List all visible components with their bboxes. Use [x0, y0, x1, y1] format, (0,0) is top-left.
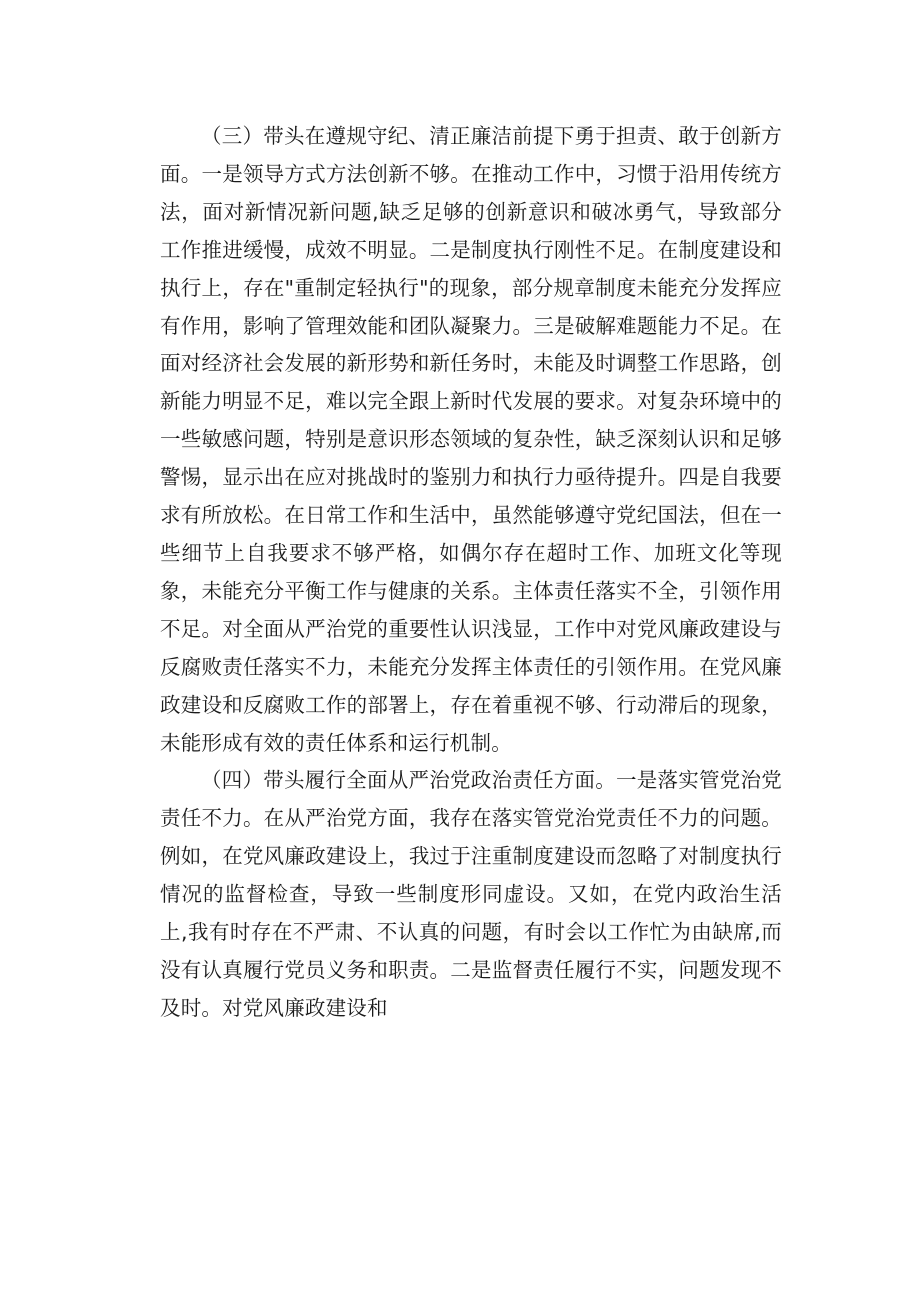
paragraph-section-four: （四）带头履行全面从严治党政治责任方面。一是落实管党治党责任不力。在从严治党方面，我存在落实管党治党责任不力的问题。例如，在党风廉政建设上，我过于注重制度建设而忽略了对制度执行情况的监督检查，导致一些制度形同虚设。又如，在党内政治生活上,我有时存在不严肃、不认真的问题，有时会以工作忙为由缺席,而没有认真履行党员义务和职责。二是监督责任履行不实，问题发现不及时。对党风廉政建设和	[160, 768, 782, 1020]
document-body	[160, 118, 782, 1028]
paragraph-section-three: （三）带头在遵规守纪、清正廉洁前提下勇于担责、敢于创新方面。一是领导方式方法创新不够。在推动工作中，习惯于沿用传统方法，面对新情况新问题,缺乏足够的创新意识和破冰勇气，导致部分工作推进缓慢，成效不明显。二是制度执行刚性不足。在制度建设和执行上，存在"重制定轻执行"的现象，部分规章制度未能充分发挥应有作用，影响了管理效能和团队凝聚力。三是破解难题能力不足。在面对经济社会发展的新形势和新任务时，未能及时调整工作思路，创新能力明显不足，难以完全跟上新时代发展的要求。对复杂环境中的一些敏感问题，特别是意识形态领域的复杂性，缺乏深刻认识和足够警惕，显示出在应对挑战时的鉴别力和执行力亟待提升。四是自我要求有所放松。在日常工作和生活中，虽然能够遵守党纪国法，但在一些细节上自我要求不够严格，如偶尔存在超时工作、加班文化等现象，未能充分平衡工作与健康的关系。主体责任落实不全，引领作用不足。对全面从严治党的重要性认识浅显，工作中对党风廉政建设与反腐败责任落实不力，未能充分发挥主体责任的引领作用。在党风廉政建设和反腐败工作的部署上，存在着重视不够、行动滞后的现象，未能形成有效的责任体系和运行机制。	[160, 124, 782, 755]
